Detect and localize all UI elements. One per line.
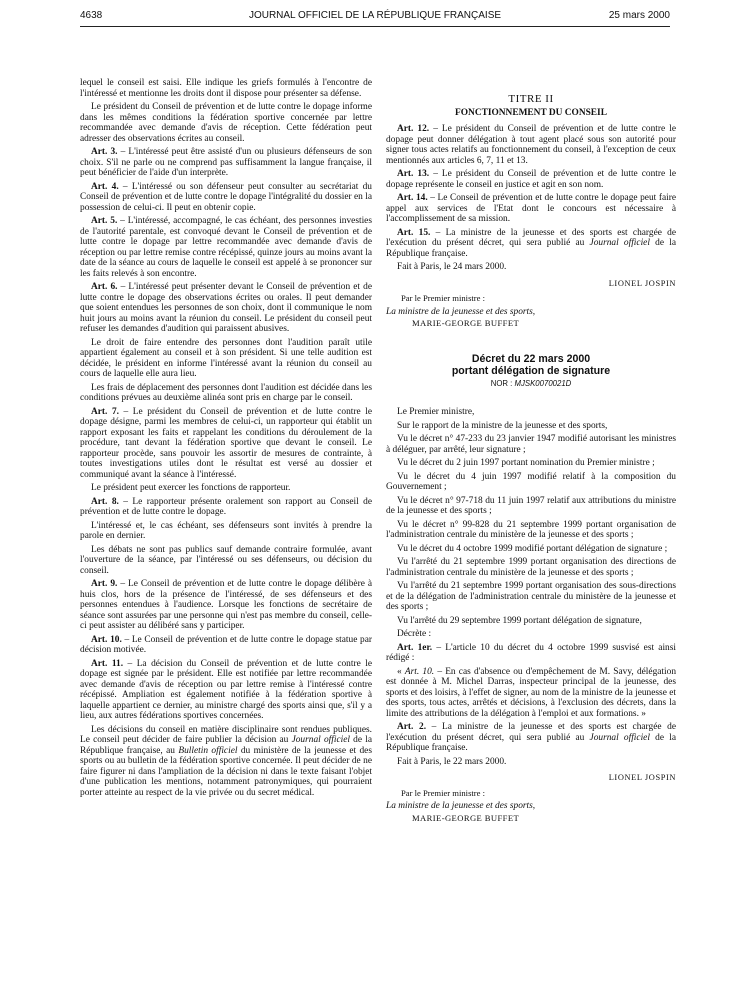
left-column xyxy=(80,78,372,801)
paragraph: Les débats ne sont pas publics sauf demande contraire formulée, avant l'ouverture de la séance, par l'intéressé ou ses défenseurs, ou décision du conseil. xyxy=(80,544,372,576)
visa: Sur le rapport de la ministre de la jeunesse et des sports, xyxy=(397,420,608,431)
article-9 xyxy=(80,579,372,632)
article-10 xyxy=(80,635,372,656)
quoted-article xyxy=(386,667,676,720)
paragraph: Les frais de déplacement des personnes dont l'audition est décidée dans les conditions prévues au deuxième alinéa sont pris en charge par le conseil. xyxy=(80,382,372,403)
decree-title-line: Décret du 22 mars 2000 xyxy=(471,352,591,365)
minister-title: La ministre de la jeunesse et des sports, xyxy=(386,801,536,811)
article-text: – L'intéressé ou son défenseur peut consulter au secrétariat du Conseil de prévention et de lutte contre le dopage l'intégralité du dossier en la possession de celui-ci. Il peut en obtenir copie. xyxy=(80,181,372,213)
article-text: – L'intéressé peut être assisté d'un ou plusieurs défenseurs de son choix. S'il ne parle ou ne comprend pas suffisamment la langue française, il peut bénéficier de l'aide d'un interprète. xyxy=(80,147,372,178)
prime-minister-signature: LIONEL JOSPIN xyxy=(608,773,676,782)
by-prime-minister: Par le Premier ministre : xyxy=(401,787,486,798)
article-text: – La décision du Conseil de prévention et de lutte contre le dopage est signée par le président. Elle est notifiée par lettre recommandée avec demande d'avis de réception ou par lettre remise à l'intéressé contre récépissé. Ampliation est également notifiée à la fédération sportive à laquelle appartient ce dernier, au ministre chargé des sports ainsi que, s'il y a lieu, aux autres fédérations sportives concernées. xyxy=(80,658,372,721)
article-text: – Le Conseil de prévention et de lutte contre le dopage statue par décision motivée. xyxy=(80,634,372,655)
right-column xyxy=(386,90,676,826)
article-text: – Le président du Conseil de prévention et de lutte contre le dopage peut donner délégation à tout agent placé sous son autorité pour signer tous actes relatifs au fonctionnement du conseil, à l'exception de ceux mentionnés aux articles 6, 7, 11 et 13. xyxy=(386,124,676,166)
quoted-article-text: – En cas d'absence ou d'empêchement de M. Savy, délégation est donnée à M. Michel Darras, inspecteur principal de la jeunesse, des sports et des loisirs, à l'effet de signer, au nom de la ministre de la jeunesse et des sports, tous actes, arrêtés et décisions, à l'exclusion des décrets, dans la limite des attributions de la délégation à l'emploi et aux formations. » xyxy=(386,666,677,719)
visa: Vu l'arrêté du 21 septembre 1999 portant organisation des sous-directions et de la délégation de l'administration centrale du ministère de la jeunesse et des sports ; xyxy=(386,581,676,612)
visa: Le Premier ministre, xyxy=(397,407,475,417)
nor-reference xyxy=(386,379,676,390)
text-run-italic: Journal officiel xyxy=(589,238,650,248)
visa: Vu le décret du 2 juin 1997 portant nomination du Premier ministre ; xyxy=(397,458,655,468)
article-label: Art. 12. xyxy=(397,124,430,134)
section-subtitle: FONCTIONNEMENT DU CONSEIL xyxy=(455,107,607,118)
article-label: Art. 15. xyxy=(397,227,431,238)
article-text: – L'intéressé, accompagné, le cas échéant, des personnes investies de l'autorité parentale, est convoqué devant le Conseil de prévention et de lutte contre le dopage par lettre recommandée avec demande d'avis de réception ou par lettre remise contre récépissé, quinze jours au moins avant la date de la séance au cours de laquelle le conseil est appelé à se prononcer sur les faits relevés à son encontre. xyxy=(80,216,372,279)
paragraph: Le président du Conseil de prévention et de lutte contre le dopage informe dans les mêmes conditions la fédération sportive concernée par lettre recommandée avec demande d'avis de réception. Cette fédération peut adresser des observations écrites au conseil. xyxy=(80,102,372,144)
issue-date: 25 mars 2000 xyxy=(608,10,670,21)
visa: Vu le décret n° 97-718 du 11 juin 1997 relatif aux attributions du ministre de la jeunesse et des sports ; xyxy=(386,495,676,516)
signature-date: Fait à Paris, le 22 mars 2000. xyxy=(397,756,507,767)
visa: Vu l'arrêté du 29 septembre 1999 portant délégation de signature, xyxy=(397,615,642,626)
article-text: – Le président du Conseil de prévention et de lutte contre le dopage désigne, parmi les membres de celui-ci, un rapporteur qui établit un rapport exposant les faits et rappelant les conditions du déroulement de la procédure, tant devant la fédération sportive que devant le conseil. Le rapporteur procède, sans pouvoir les assortir de mesures de contrainte, à toutes investigations utiles dont le résultat est versé au dossier et communiqué avant la séance à l'intéressé. xyxy=(80,406,372,480)
header-rule xyxy=(80,26,670,27)
article-label: Art. 14. xyxy=(397,193,428,203)
text-run-italic: Bulletin officiel xyxy=(178,745,238,756)
visa: Vu le décret du 4 octobre 1999 modifié portant délégation de signature ; xyxy=(397,543,668,554)
article-label: Art. 10. xyxy=(91,634,122,645)
minister-signature: MARIE-GEORGE BUFFET xyxy=(412,318,520,328)
article-text: – Le Conseil de prévention et de lutte contre le dopage peut faire appel aux services de l'Etat dont le concours est nécessaire à l'accomplissement de sa mission. xyxy=(386,193,676,224)
visa: Vu l'arrêté du 21 septembre 1999 portant organisation des directions de l'administration centrale du ministère de la jeunesse et des sports ; xyxy=(386,557,676,578)
article-7 xyxy=(80,407,372,481)
article-label: Art. 6. xyxy=(91,282,118,292)
visa: Vu le décret n° 99-828 du 21 septembre 1999 portant organisation de l'administration centrale du ministère de la jeunesse et des sports ; xyxy=(386,519,676,540)
article-14 xyxy=(386,193,676,225)
article-text: – L'intéressé peut présenter devant le Conseil de prévention et de lutte contre le dopage des observations écrites ou orales. Il peut demander que soient entendues les personnes de son choix, dont il communique le nom huit jours au moins avant la réunion du conseil. Le président du conseil peut refuser les demandes d'audition qui paraissent abusives. xyxy=(80,282,372,334)
text-run-italic: Journal officiel xyxy=(291,735,350,745)
text-run: de la République française. xyxy=(386,732,677,753)
by-prime-minister: Par le Premier ministre : xyxy=(401,293,486,303)
signature-date: Fait à Paris, le 24 mars 2000. xyxy=(397,262,507,272)
article-text: – La ministre de la jeunesse et des sports est chargée de l'exécution du présent décret, qui sera publié au xyxy=(386,227,676,248)
article-2 xyxy=(386,722,676,754)
article-8 xyxy=(80,497,372,518)
paragraph: Le droit de faire entendre des personnes dont l'audition paraît utile appartient également au conseil et à son président. Si une telle audition est décidée, le président en informe l'intéressé avant la réunion du conseil au cours de laquelle elle aura lieu. xyxy=(80,337,372,379)
article-label: Art. 9. xyxy=(91,579,118,589)
prime-minister-signature: LIONEL JOSPIN xyxy=(608,278,676,288)
article-label: Art. 2. xyxy=(397,722,427,732)
article-5 xyxy=(80,216,372,279)
decree-title xyxy=(386,353,676,377)
page-number: 4638 xyxy=(80,10,103,21)
article-label: Art. 11. xyxy=(91,658,124,669)
minister-signature: MARIE-GEORGE BUFFET xyxy=(412,812,520,823)
nor-label: NOR : xyxy=(490,378,515,388)
article-6 xyxy=(80,282,372,335)
article-text: – Le président du Conseil de prévention et de lutte contre le dopage représente le conseil en justice et agit en son nom. xyxy=(386,169,676,190)
article-12 xyxy=(386,124,676,166)
article-4 xyxy=(80,182,372,214)
text-run: Les décisions du conseil en matière disciplinaire sont rendues publiques. Le conseil peut décider de faire publier la décision au xyxy=(80,724,372,745)
visa: Vu le décret du 4 juin 1997 modifié relatif à la composition du Gouvernement ; xyxy=(386,471,676,492)
text-run: de la République française, au xyxy=(80,735,372,756)
article-15 xyxy=(386,228,676,260)
article-3 xyxy=(80,147,372,179)
article-text: – La ministre de la jeunesse et des sports est chargée de l'exécution du présent décret, qui sera publié au xyxy=(386,722,676,743)
article-label: Art. 1er. xyxy=(397,642,433,653)
article-1 xyxy=(386,643,676,664)
article-label: Art. 4. xyxy=(91,181,119,192)
text-run: du ministère de la jeunesse et des sports ou au bulletin de la fédération sportive concernée. Il peut décider de ne faire figurer ni dans l'ampliation de la décision ni dans le texte faisant l'objet d'une publication les mentions, notamment patronymiques, qui pourraient porter atteinte au respect de la vie privée ou du secret médical. xyxy=(80,745,372,798)
text-run-italic: Journal officiel xyxy=(589,732,650,743)
paragraph: lequel le conseil est saisi. Elle indique les griefs formulés à l'encontre de l'intéressé et mentionne les droits dont il dispose pour présenter sa défense. xyxy=(80,78,372,99)
text-run: de la République française. xyxy=(386,238,677,259)
nor-code: MJSK0070021D xyxy=(514,378,572,388)
quote-open: « xyxy=(397,666,405,677)
visa: Vu le décret n° 47-233 du 23 janvier 1947 modifié autorisant les ministres à déléguer, par arrêté, leur signature ; xyxy=(386,434,676,455)
paragraph: L'intéressé et, le cas échéant, ses défenseurs sont invités à prendre la parole en dernier. xyxy=(80,520,372,541)
decrete-label: Décrète : xyxy=(397,629,432,639)
article-label: Art. 13. xyxy=(397,169,430,179)
quoted-article-label: Art. 10. xyxy=(404,666,435,677)
article-label: Art. 7. xyxy=(91,406,119,417)
article-label: Art. 5. xyxy=(91,216,118,226)
minister-title: La ministre de la jeunesse et des sports, xyxy=(386,306,536,317)
paragraph: Le président peut exercer les fonctions de rapporteur. xyxy=(91,483,291,493)
decree-title-line: portant délégation de signature xyxy=(451,364,611,377)
article-label: Art. 8. xyxy=(91,496,119,507)
article-11 xyxy=(80,659,372,722)
article-text: – Le rapporteur présente oralement son rapport au Conseil de prévention et de lutte contre le dopage. xyxy=(80,496,372,517)
page-header xyxy=(80,10,670,26)
article-text: – L'article 10 du décret du 4 octobre 1999 susvisé est ainsi rédigé : xyxy=(386,642,676,663)
article-text: – Le Conseil de prévention et de lutte contre le dopage délibère à huis clos, hors de la présence de l'intéressé, de ses défenseurs et des personnes entendues à l'audience. Lorsque les fonctions de secrétaire de séance sont assurées par une personne qui n'est pas membre du conseil, celle-ci peut assister au délibéré sans y participer. xyxy=(80,579,372,631)
journal-title: JOURNAL OFFICIEL DE LA RÉPUBLIQUE FRANÇAISE xyxy=(248,10,502,21)
article-label: Art. 3. xyxy=(91,147,118,157)
paragraph xyxy=(80,725,372,799)
section-title: TITRE II xyxy=(508,93,554,105)
article-13 xyxy=(386,169,676,190)
